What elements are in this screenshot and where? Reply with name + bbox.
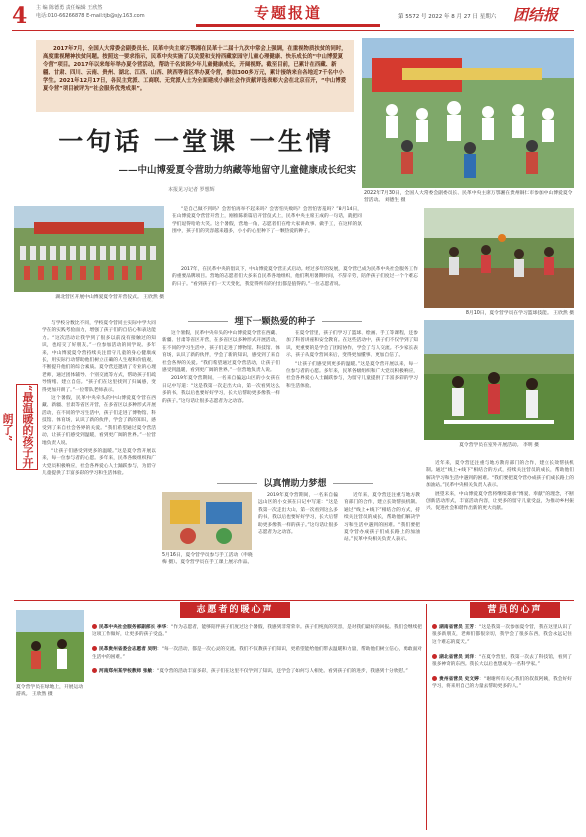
photo-basketball bbox=[424, 208, 574, 308]
banner-campers: 营员的心声 bbox=[470, 602, 560, 618]
photo5-caption: 5月16日，夏令营学员参与手工活动（申晓梅 摄）。夏令营学员在手工课上展示作品。 bbox=[162, 553, 253, 565]
body-column-lower-2 bbox=[344, 492, 420, 590]
quote-author: 湖北省营员 刘洋 bbox=[439, 654, 475, 660]
basketball-photo-image bbox=[424, 208, 574, 308]
paragraph: 在夏令营里，孩子们学习了篮球、绘画、手工等课程，还参加了科普讲座和安全教育。在这些活动中，孩子们不仅学到了知识，更重要的是学会了团结协作，学会了与人交流。不少家长表示，孩子从夏令营回来后，变得更加懂事、更加自信了。 bbox=[286, 331, 418, 359]
photo2-caption: 湖北营区开展中山博爱夏令营开营仪式。 王欣然 摄 bbox=[55, 295, 164, 300]
paragraph: 2017年，在民革中央的倡议下，中山博爱夏令营正式启动。经过多年的发展，夏令营已成为民革中央社会服务工作的重要品牌项目。营地的志愿者们大多来自民革各地组织，他们利用暑期时间，不辞辛劳，陪伴孩子们度过一个个难忘的日子。“看到孩子们一天天变化，我觉得所有的付出都是值得的。”一位志愿者说。 bbox=[172, 267, 418, 287]
bullet-icon bbox=[432, 624, 437, 629]
sidebar-title: “最温暖的孩子开朗了” bbox=[16, 384, 38, 470]
ceremony-photo-image bbox=[14, 206, 164, 292]
issue-info: 第 5572 号 2022 年 8 月 27 日 星期六 bbox=[398, 14, 497, 20]
paragraph: 近年来，夏令营还注重与地方教育部门的合作，建立长效帮扶机制。通过“线上+线下”相结合的方式，持续关注营员的成长，帮助他们解决学习和生活中遇到的困难。“我们要把夏令营办成孩子们成长路上的加油站。”民革中央相关负责人表示。 bbox=[426, 461, 574, 489]
paragraph: “让孩子们感受到更多的温暖。”这是夏令营开展以来，每一位参与者的心愿。多年来，民革各级组织和广大党员积极响应，社会各界爱心人士踊跃参与，为留守儿童提供了丰富多彩的学习和生活体验。 bbox=[42, 448, 156, 477]
group-photo-image bbox=[362, 38, 574, 188]
section-heading-1: 埋下一颗热爱的种子 bbox=[160, 314, 390, 327]
body-column-left bbox=[42, 320, 156, 590]
headline: 一句话 一堂课 一生情 bbox=[58, 127, 334, 156]
photo3-caption: 8月10日，夏令营学员在学习篮球技能。 王欣然 摄 bbox=[465, 311, 574, 316]
phone-line: 电话:010-66266878 E-mail:tjb@sjy.163.com bbox=[36, 13, 145, 19]
outdoor-photo-image bbox=[424, 320, 574, 440]
subheadline: ——中山博爱夏令营助力纳藏等地留守儿童健康成长纪实 bbox=[118, 165, 356, 176]
section-title: 专题报道 bbox=[253, 4, 322, 22]
crafts-photo-image bbox=[162, 492, 252, 550]
page-header bbox=[0, 0, 586, 32]
body-column-mid-right bbox=[172, 266, 418, 298]
quote-author: 贵州省营员 史文婷 bbox=[439, 676, 479, 682]
paragraph: 这个暑假，民革中央牵头的中山博爱夏令营在西藏、新疆、甘肃等省区开营，在多省区以多种形式开展活动，在不同的学习生活中，孩子们走进了博物馆、科技馆、体育场，认识了新的伙伴，学会了新的知识，感受到了来自社会各界的关爱。“我们希望通过夏令营活动，让孩子们感受到温暖，看到更广阔的世界。”一位营地负责人说。 bbox=[42, 396, 156, 446]
camper-quote: 湖南省营员 王芳：“这是我第一次参加夏令营，我在这里认识了很多新朋友，老师们都很亲切，我学会了很多东西，我会永远记住这个难忘的夏天。” bbox=[432, 625, 572, 645]
photo-group-kids bbox=[362, 38, 574, 188]
photo-crafts bbox=[162, 492, 252, 550]
photo4-caption: 夏令营学员在室外开展活动。 李明 摄 bbox=[459, 443, 539, 448]
newspaper-logo: 团结报 bbox=[513, 6, 559, 24]
quote-text: “这是我第一次参加夏令营，我在这里认识了很多新朋友，老师们都很亲切，我学会了很多东西，我会永远记住这个难忘的夏天。” bbox=[432, 625, 572, 645]
bullet-icon bbox=[92, 624, 97, 629]
editor-line: 主 编 陈德勇 责任编辑 王欣然 bbox=[36, 5, 103, 11]
paragraph: “让孩子们感受到更多的温暖。”这是夏令营开展以来，每一位参与者的心愿。多年来，民革各级组织和广大党员积极响应，社会各界爱心人士踊跃参与，为留守儿童提供了丰富多彩的学习和生活体验。 bbox=[286, 361, 418, 389]
banner-volunteers: 志愿者的暖心声 bbox=[180, 602, 290, 618]
paragraph: 展望未来，中山博爱夏令营将继续秉承“博爱、奉献”的理念，不断创新活动形式，丰富活动内容，让更多的留守儿童受益，为推动乡村振兴、促进社会和谐作出新的更大贡献。 bbox=[426, 491, 574, 512]
quote-author: 民革中央社会服务部副部长 李华 bbox=[99, 625, 167, 630]
quote-author: 湖南省营员 王芳 bbox=[439, 625, 475, 630]
camper-quotes bbox=[432, 624, 572, 828]
photo1-caption: 2022年7月30日，全国人大常委会副委员长、民革中央主席万鄂湘在贵州铜仁市参加中山博爱夏令营活动。 刘德生 摄 bbox=[364, 191, 573, 203]
bullet-icon bbox=[432, 654, 437, 659]
paragraph: 这个暑假，民革中央牵头的中山博爱夏令营在西藏、新疆、甘肃等省区开营，在多省区以多种形式开展活动，在不同的学习生活中，孩子们走进了博物馆、科技馆、体育场，认识了新的伙伴，学会了新的知识，感受到了来自社会各界的关爱。“我们希望通过夏令营活动，让孩子们感受到温暖，看到更广阔的世界。”一位营地负责人说。 bbox=[162, 331, 280, 374]
photo-outdoor bbox=[424, 320, 574, 440]
quote-text: “谢谢所有关心我们的叔叔阿姨，我会好好学习，将来用自己的力量去帮助更多的人。” bbox=[432, 676, 572, 690]
quote-author: 民革贵州省委会志愿者 吴明 bbox=[99, 647, 157, 653]
editor-info bbox=[36, 4, 145, 20]
bullet-icon bbox=[92, 668, 97, 673]
section-bar bbox=[196, 24, 380, 27]
section-heading-2: 以真情助力梦想 bbox=[170, 476, 420, 489]
bullet-icon bbox=[432, 676, 437, 681]
paragraph: “是自己做不到吗？会害怕再举不起来吗？会害怕失败吗？会害怕害羞吗？”8月14日，在山博爱夏令营营开营上，刚推陈新篇启开营仪式上，民革中央主席王成的一句话，就把同学们逗得哈哈大笑。这个暑假，营地一角，志愿者们在给大家讲故事、做手工，在这样的氛围中，孩子们的笑容越来越多，小小的心里种下了一颗热爱的种子。 bbox=[172, 207, 362, 235]
volunteer-quote: 民革中央社会服务部副部长 李华：“作为志愿者，能够陪伴孩子们度过这个暑假，我感到非常荣幸。孩子们纯真的笑容，是对我们最好的回报。我们会继续把这项工作做好，让更多的孩子受益。” bbox=[92, 625, 422, 638]
photo6-caption: 夏令营学员在绿地上，开展运动游戏。 王欣然 摄 bbox=[16, 685, 84, 697]
body-column-lower-1 bbox=[258, 492, 338, 590]
byline: 本报见习记者 罗想辉 bbox=[168, 187, 215, 193]
volunteer-quote: 民革贵州省委会志愿者 吴明：“每一次活动，都是一次心灵的交流。我们不仅教孩子们知识，更希望能给他们带去温暖和力量，帮助他们树立信心，勇敢面对生活中的困难。” bbox=[92, 647, 422, 660]
page-number: 4 bbox=[12, 3, 28, 29]
camper-quote: 湖北省营员 刘洋：“在夏令营里，我第一次去了科技馆，看到了很多神奇的东西。我长大以后也想成为一名科学家。” bbox=[432, 654, 572, 668]
header-rule bbox=[12, 30, 574, 31]
body-column-lower-3 bbox=[426, 460, 574, 590]
field-photo-image bbox=[16, 610, 84, 682]
intro-box: 2017年7月，全国人大常委会副委员长、民革中央主席万鄂湘在民革十二届十九次中常会上强调，在重视物质扶贫的同时，高度重视精神扶贫问题。按照这一要求指示，民革中央实施了以关爱和支持西藏家园守儿童心理健康、快乐成长的“中山博爱夏令营”项目。2017年以来每年举办夏令营活动，帮助千名贫困少年儿童健康成长，开阔视野。截至目前，已累计在西藏、新疆、甘肃、四川、云南、贵州、湖北、江西、山西、陕西等省区举办夏令营，参加300多万元，累计接纳来自各地近7千名中小学生。2021年12月17日，各民主党派、工商联、无党派人士为全面建成小康社会作贡献评选表彰大会在北京召开，“中山博爱夏令营”项目被评为“社会服务优秀成果”。 bbox=[36, 40, 354, 112]
body-column-mid-b bbox=[286, 330, 418, 470]
bottom-divider bbox=[426, 604, 427, 830]
paragraph: 2019年夏令营期间，一名来自偏远山区的小女孩在日记中写道：“这是我第一次走出大山，第一次看到这么多的书，我以后也要好好学习，长大后帮助更多像我一样的孩子。”这句话让很多志愿者为之动容。 bbox=[258, 493, 338, 536]
volunteer-quotes bbox=[92, 624, 422, 828]
quote-text: “在夏令营里，我第一次去了科技馆，看到了很多神奇的东西。我长大以后也想成为一名科学家。” bbox=[432, 654, 572, 668]
bullet-icon bbox=[92, 646, 97, 651]
paragraph: 近年来，夏令营还注重与地方教育部门的合作，建立长效帮扶机制。通过“线上+线下”相结合的方式，持续关注营员的成长，帮助他们解决学习和生活中遇到的困难。“我们要把夏令营办成孩子们成长路上的加油站。”民革中央相关负责人表示。 bbox=[344, 493, 420, 543]
camper-quote: 贵州省营员 史文婷：“谢谢所有关心我们的叔叔阿姨，我会好好学习，将来用自己的力量去帮助更多的人。” bbox=[432, 676, 572, 690]
body-column-mid-a bbox=[162, 330, 280, 470]
quote-text: “作为志愿者，能够陪伴孩子们度过这个暑假，我感到非常荣幸。孩子们纯真的笑容，是对我们最好的回报。我们会继续把这项工作做好，让更多的孩子受益。” bbox=[92, 625, 422, 638]
quote-text: “每一次活动，都是一次心灵的交流。我们不仅教孩子们知识，更希望能给他们带去温暖和力量，帮助他们树立信心，勇敢面对生活中的困难。” bbox=[92, 647, 422, 660]
paragraph: 2019年夏令营期间，一名来自偏远山区的小女孩在日记中写道：“这是我第一次走出大山，第一次看到这么多的书，我以后也要好好学习，长大后帮助更多像我一样的孩子。”这句话让很多志愿者为之动容。 bbox=[162, 376, 280, 404]
photo-opening-ceremony bbox=[14, 206, 164, 292]
quote-text: “夏令营的活动丰富多彩，孩子们在这里不仅学到了知识，还学会了如何与人相处。看到孩子们的进步，我感到十分欣慰。” bbox=[156, 669, 408, 675]
paragraph: 与学校分数比不同，学校夏令营同主实际中学大同学在的实践考验面力，增强了孩子们的自信心和表达能力。“这次活动让我学到了很多以前没有接触过的知识，也结交了好朋友。”一位参加活动的同学说。多年来，中山博爱夏令营持续关注留守儿童的身心健康成长，用实际行动帮助他们树立正确的人生观和价值观，不断提升他们的综合素质。夏令营还邀请了专业的心理老师，通过团体辅导、个别交流等方式，帮助孩子们疏导情绪、建立自信。“孩子们在这里找到了归属感，变得更加开朗了。”一位带队老师表示。 bbox=[42, 321, 156, 393]
quote-author: 河南郑州某学校教师 张敏 bbox=[99, 669, 153, 675]
photo-field bbox=[16, 610, 84, 682]
volunteer-quote: 河南郑州某学校教师 张敏：“夏令营的活动丰富多彩，孩子们在这里不仅学到了知识，还学会了如何与人相处。看到孩子们的进步，我感到十分欣慰。” bbox=[92, 668, 422, 675]
